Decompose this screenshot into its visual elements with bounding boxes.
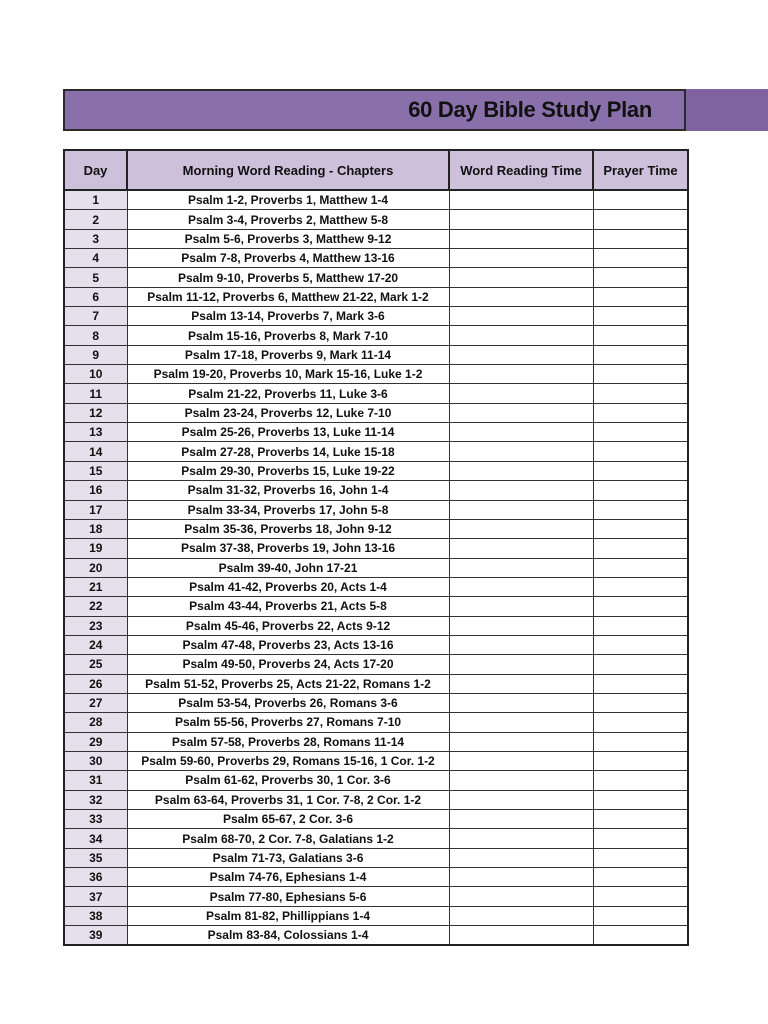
day-cell: 15 [64,461,127,480]
prayer-time-cell[interactable] [593,384,688,403]
reading-cell: Psalm 47-48, Proverbs 23, Acts 13-16 [127,635,449,654]
reading-cell: Psalm 35-36, Proverbs 18, John 9-12 [127,519,449,538]
column-header-reading-time: Word Reading Time [449,150,593,190]
reading-cell: Psalm 63-64, Proverbs 31, 1 Cor. 7-8, 2 Cor. 1-2 [127,790,449,809]
table-row [64,287,688,306]
reading-time-cell[interactable] [449,423,593,442]
day-cell: 12 [64,403,127,422]
prayer-time-cell[interactable] [593,810,688,829]
reading-time-cell[interactable] [449,926,593,946]
table-row [64,577,688,596]
reading-cell: Psalm 43-44, Proverbs 21, Acts 5-8 [127,597,449,616]
prayer-time-cell[interactable] [593,887,688,906]
page-title: 60 Day Bible Study Plan [408,97,652,122]
reading-cell: Psalm 15-16, Proverbs 8, Mark 7-10 [127,326,449,345]
prayer-time-cell[interactable] [593,403,688,422]
reading-cell: Psalm 1-2, Proverbs 1, Matthew 1-4 [127,190,449,210]
reading-cell: Psalm 5-6, Proverbs 3, Matthew 9-12 [127,229,449,248]
reading-cell: Psalm 53-54, Proverbs 26, Romans 3-6 [127,693,449,712]
reading-cell: Psalm 39-40, John 17-21 [127,558,449,577]
table-row [64,423,688,442]
table-row [64,384,688,403]
table-row [64,345,688,364]
day-cell: 20 [64,558,127,577]
table-row [64,906,688,925]
table-row [64,674,688,693]
day-cell: 37 [64,887,127,906]
reading-time-cell[interactable] [449,635,593,654]
day-cell: 14 [64,442,127,461]
prayer-time-cell[interactable] [593,539,688,558]
table-row [64,713,688,732]
prayer-time-cell[interactable] [593,635,688,654]
reading-cell: Psalm 83-84, Colossians 1-4 [127,926,449,946]
table-row [64,519,688,538]
table-row [64,635,688,654]
day-cell: 10 [64,365,127,384]
reading-time-cell[interactable] [449,655,593,674]
prayer-time-cell[interactable] [593,365,688,384]
table-row [64,210,688,229]
table-row [64,771,688,790]
reading-time-cell[interactable] [449,307,593,326]
day-cell: 6 [64,287,127,306]
prayer-time-cell[interactable] [593,287,688,306]
prayer-time-cell[interactable] [593,268,688,287]
table-row [64,403,688,422]
table-row [64,268,688,287]
day-cell: 26 [64,674,127,693]
reading-cell: Psalm 65-67, 2 Cor. 3-6 [127,810,449,829]
prayer-time-cell[interactable] [593,790,688,809]
reading-cell: Psalm 23-24, Proverbs 12, Luke 7-10 [127,403,449,422]
prayer-time-cell[interactable] [593,423,688,442]
reading-time-cell[interactable] [449,461,593,480]
day-cell: 13 [64,423,127,442]
reading-time-cell[interactable] [449,674,593,693]
day-cell: 18 [64,519,127,538]
prayer-time-cell[interactable] [593,558,688,577]
day-cell: 34 [64,829,127,848]
reading-cell: Psalm 71-73, Galatians 3-6 [127,848,449,867]
prayer-time-cell[interactable] [593,674,688,693]
day-cell: 21 [64,577,127,596]
day-cell: 32 [64,790,127,809]
reading-cell: Psalm 59-60, Proverbs 29, Romans 15-16, 1 Cor. 1-2 [127,751,449,770]
reading-time-cell[interactable] [449,810,593,829]
reading-time-cell[interactable] [449,597,593,616]
reading-time-cell[interactable] [449,616,593,635]
column-header-reading: Morning Word Reading - Chapters [127,150,449,190]
reading-time-cell[interactable] [449,829,593,848]
day-cell: 8 [64,326,127,345]
table-row [64,597,688,616]
table-row [64,326,688,345]
reading-cell: Psalm 81-82, Phillippians 1-4 [127,906,449,925]
table-row [64,365,688,384]
table-row [64,249,688,268]
reading-time-cell[interactable] [449,268,593,287]
reading-cell: Psalm 49-50, Proverbs 24, Acts 17-20 [127,655,449,674]
day-cell: 5 [64,268,127,287]
table-row [64,887,688,906]
prayer-time-cell[interactable] [593,461,688,480]
reading-time-cell[interactable] [449,887,593,906]
reading-cell: Psalm 9-10, Proverbs 5, Matthew 17-20 [127,268,449,287]
prayer-time-cell[interactable] [593,655,688,674]
day-cell: 4 [64,249,127,268]
reading-cell: Psalm 37-38, Proverbs 19, John 13-16 [127,539,449,558]
reading-cell: Psalm 13-14, Proverbs 7, Mark 3-6 [127,307,449,326]
study-plan-table [63,149,689,946]
table-row [64,790,688,809]
reading-cell: Psalm 68-70, 2 Cor. 7-8, Galatians 1-2 [127,829,449,848]
table-row [64,539,688,558]
day-cell: 38 [64,906,127,925]
prayer-time-cell[interactable] [593,771,688,790]
day-cell: 33 [64,810,127,829]
day-cell: 39 [64,926,127,946]
table-row [64,616,688,635]
reading-cell: Psalm 41-42, Proverbs 20, Acts 1-4 [127,577,449,596]
table-row [64,829,688,848]
reading-cell: Psalm 29-30, Proverbs 15, Luke 19-22 [127,461,449,480]
column-header-prayer-time: Prayer Time [593,150,688,190]
day-cell: 3 [64,229,127,248]
reading-time-cell[interactable] [449,519,593,538]
reading-cell: Psalm 11-12, Proverbs 6, Matthew 21-22, Mark 1-2 [127,287,449,306]
reading-time-cell[interactable] [449,906,593,925]
prayer-time-cell[interactable] [593,616,688,635]
reading-cell: Psalm 27-28, Proverbs 14, Luke 15-18 [127,442,449,461]
prayer-time-cell[interactable] [593,713,688,732]
title-banner [63,89,768,131]
table-row [64,190,688,210]
day-cell: 35 [64,848,127,867]
prayer-time-cell[interactable] [593,229,688,248]
prayer-time-cell[interactable] [593,926,688,946]
reading-time-cell[interactable] [449,751,593,770]
reading-time-cell[interactable] [449,287,593,306]
table-row [64,693,688,712]
reading-cell: Psalm 3-4, Proverbs 2, Matthew 5-8 [127,210,449,229]
prayer-time-cell[interactable] [593,345,688,364]
reading-time-cell[interactable] [449,500,593,519]
reading-cell: Psalm 21-22, Proverbs 11, Luke 3-6 [127,384,449,403]
prayer-time-cell[interactable] [593,906,688,925]
table-row [64,481,688,500]
day-cell: 36 [64,868,127,887]
reading-time-cell[interactable] [449,403,593,422]
reading-cell: Psalm 77-80, Ephesians 5-6 [127,887,449,906]
reading-cell: Psalm 51-52, Proverbs 25, Acts 21-22, Romans 1-2 [127,674,449,693]
reading-cell: Psalm 74-76, Ephesians 1-4 [127,868,449,887]
reading-time-cell[interactable] [449,229,593,248]
reading-time-cell[interactable] [449,693,593,712]
reading-time-cell[interactable] [449,771,593,790]
plan-body [64,190,688,945]
day-cell: 29 [64,732,127,751]
prayer-time-cell[interactable] [593,732,688,751]
table-row [64,655,688,674]
reading-time-cell[interactable] [449,345,593,364]
reading-time-cell[interactable] [449,848,593,867]
day-cell: 7 [64,307,127,326]
day-cell: 11 [64,384,127,403]
prayer-time-cell[interactable] [593,848,688,867]
reading-cell: Psalm 45-46, Proverbs 22, Acts 9-12 [127,616,449,635]
prayer-time-cell[interactable] [593,481,688,500]
prayer-time-cell[interactable] [593,693,688,712]
reading-time-cell[interactable] [449,732,593,751]
title-cell [63,89,686,131]
reading-time-cell[interactable] [449,190,593,210]
table-row [64,558,688,577]
reading-cell: Psalm 7-8, Proverbs 4, Matthew 13-16 [127,249,449,268]
table-row [64,500,688,519]
table-row [64,810,688,829]
day-cell: 19 [64,539,127,558]
prayer-time-cell[interactable] [593,500,688,519]
reading-cell: Psalm 57-58, Proverbs 28, Romans 11-14 [127,732,449,751]
table-row [64,868,688,887]
table-row [64,751,688,770]
table-row [64,848,688,867]
reading-time-cell[interactable] [449,326,593,345]
reading-cell: Psalm 33-34, Proverbs 17, John 5-8 [127,500,449,519]
reading-time-cell[interactable] [449,868,593,887]
prayer-time-cell[interactable] [593,249,688,268]
prayer-time-cell[interactable] [593,210,688,229]
prayer-time-cell[interactable] [593,190,688,210]
prayer-time-cell[interactable] [593,326,688,345]
prayer-time-cell[interactable] [593,307,688,326]
reading-cell: Psalm 19-20, Proverbs 10, Mark 15-16, Luke 1-2 [127,365,449,384]
day-cell: 30 [64,751,127,770]
reading-cell: Psalm 25-26, Proverbs 13, Luke 11-14 [127,423,449,442]
day-cell: 22 [64,597,127,616]
reading-time-cell[interactable] [449,249,593,268]
reading-cell: Psalm 55-56, Proverbs 27, Romans 7-10 [127,713,449,732]
header-row [64,150,688,190]
table-row [64,732,688,751]
reading-time-cell[interactable] [449,365,593,384]
day-cell: 16 [64,481,127,500]
reading-time-cell[interactable] [449,442,593,461]
reading-time-cell[interactable] [449,577,593,596]
day-cell: 17 [64,500,127,519]
prayer-time-cell[interactable] [593,829,688,848]
column-header-day: Day [64,150,127,190]
reading-cell: Psalm 31-32, Proverbs 16, John 1-4 [127,481,449,500]
reading-time-cell[interactable] [449,790,593,809]
prayer-time-cell[interactable] [593,577,688,596]
reading-time-cell[interactable] [449,558,593,577]
reading-cell: Psalm 17-18, Proverbs 9, Mark 11-14 [127,345,449,364]
reading-time-cell[interactable] [449,713,593,732]
table-row [64,461,688,480]
day-cell: 24 [64,635,127,654]
table-row [64,926,688,946]
prayer-time-cell[interactable] [593,519,688,538]
day-cell: 31 [64,771,127,790]
prayer-time-cell[interactable] [593,442,688,461]
prayer-time-cell[interactable] [593,751,688,770]
day-cell: 2 [64,210,127,229]
day-cell: 28 [64,713,127,732]
table-row [64,229,688,248]
table-row [64,307,688,326]
prayer-time-cell[interactable] [593,597,688,616]
reading-time-cell[interactable] [449,384,593,403]
day-cell: 27 [64,693,127,712]
day-cell: 23 [64,616,127,635]
prayer-time-cell[interactable] [593,868,688,887]
reading-time-cell[interactable] [449,539,593,558]
day-cell: 9 [64,345,127,364]
day-cell: 25 [64,655,127,674]
reading-time-cell[interactable] [449,481,593,500]
reading-cell: Psalm 61-62, Proverbs 30, 1 Cor. 3-6 [127,771,449,790]
day-cell: 1 [64,190,127,210]
reading-time-cell[interactable] [449,210,593,229]
table-row [64,442,688,461]
